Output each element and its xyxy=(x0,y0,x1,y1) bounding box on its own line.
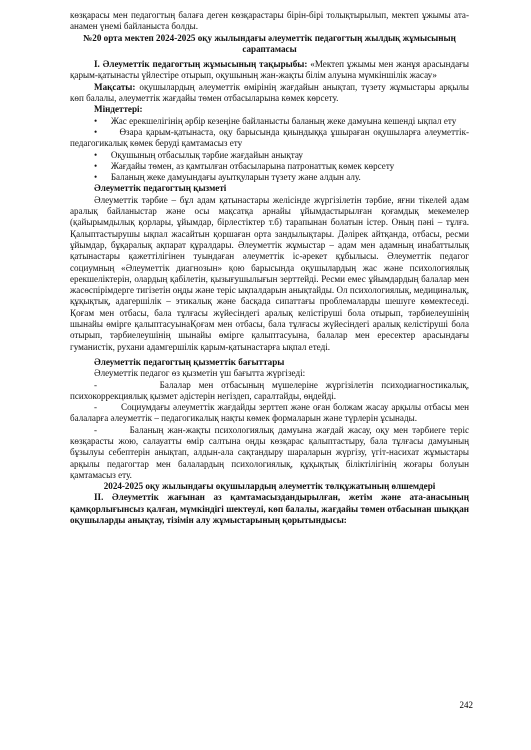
task-item: • Жас ерекшелігінің әрбір кезеңіне байланысты баланың жеке дамуына кешенді ықпал ету xyxy=(94,115,457,126)
task-item: • Оқушының отбасылық тәрбие жағдайын анықтау xyxy=(94,149,303,160)
topic-paragraph xyxy=(70,59,469,82)
goal-paragraph xyxy=(70,82,469,105)
dash-marker: - xyxy=(94,402,98,413)
dash-marker: - xyxy=(94,424,98,435)
direction-item: - Балалар мен отбасының мүшелеріне жүргізілетін психодиагностикалық, психокоррекциялық қызмет әдістерін негіздеп, саралтайды, өңдейді. xyxy=(70,379,469,401)
bullet-icon: • xyxy=(94,126,98,137)
goal-label: Мақсаты: xyxy=(94,81,136,92)
bullet-icon: • xyxy=(94,160,98,171)
dash-marker: - xyxy=(94,379,98,390)
goal-text: оқушылардың әлеуметтік өмірінің жағдайын анықтап, түзету жұмыстары арқылы көп балалы, әлеуметтік жағдайы төмен отбасыларына көмек көрсету. xyxy=(70,81,469,104)
bullet-icon: • xyxy=(94,149,98,160)
direction-item: - Социумдағы әлеуметтік жағдайды зерттеп және оған болжам жасау арқылы отбасы мен балаларға әлеуметтік – педагогикалық нақты көмек формаларын және түрлерін ұсынады. xyxy=(70,402,470,424)
task-item: • Баланың жеке дамуындағы ауытқуларын түзету және алдын алу. xyxy=(94,172,361,183)
page-number: 242 xyxy=(459,700,473,710)
directions-heading: Әлеуметтік педагогтың қызметтік бағыттары xyxy=(94,356,285,367)
topic-label: I. Әлеуметтік педагогтың жұмысының тақырыбы: xyxy=(94,59,308,70)
tasks-heading: Міндеттері: xyxy=(94,104,143,115)
bullet-icon: • xyxy=(94,172,98,183)
activity-heading: Әлеуметтік педагогтың қызметі xyxy=(94,183,227,194)
directions-intro: Әлеуметтік педагог өз қызметін үш бағытта жүргізеді: xyxy=(94,368,306,379)
task-item: • Жағдайы төмен, аз қамтылған отбасыларына патронаттық көмек көрсету xyxy=(94,160,395,171)
section2-paragraph: II. Әлеуметтік жағынан аз қамтамасыздандырылған, жетім және ата-анасының қамқорлығынсыз қалған, мүмкіндігі шектеулі, көп балалы, жағдайы төмен отбасынан шыққан оқушыларды анықтау, тізімін алу жұмыстарының қорытындысы: xyxy=(70,492,469,526)
bullet-icon: • xyxy=(94,115,98,126)
activity-paragraph: Әлеуметтік тәрбие – бұл адам қатынастары желісінде жүргізілетін тәрбие, яғни тікелей адам аралық байланыстар және осы мақсатқа арнайы ұйымдастырылған қоғамдық мекемелер (қайырымдылық қорлары, ұйымдар, бірлестіктер т.б) тарапынан болатын істер. Оның пәні – тұлға. Қалыптастырушы ықпал жасайтын қоршаған орта зандылықтары. Дәлірек айтқанда, отбасы, ресми ұйымдар, бұқаралық ақпарат құралдары. Әлеуметтік жұмыстар – адам мен адамның инабаттылық қатынастары қажеттілігінен туындаған әлеуметтік іс-әрекет құбылысы. Әлеуметтік педагог социумның «Әлеуметтік диагнозын» қою барысында оқушылардың жас және психологиялық ерекшеліктерін, олардың қабілетін, қызығушылығын зерттейді. Ресми емес ұйымдардың балалар мен жасөспірімдерге тигізетін оңды және теріс ықпалдарын анықтайды. Ол психологиялық, медициналық, құқықтық, адагершілік – этикалық және басқада сипаттағы проблемаларды шешуге көмектеседі. Қоғам мен отбасы, бала тұлғасы жүйесіндегі аралық келістіруші бола отырып, тәрбиелеушінің шынайы өмірге қалыптасуынаҚоғам мен отбасы, бала тұлғасы жүйесіндегі аралық келістіруші бола отырып, тәрбиелеушінің шынайы өмірге қалыптасуына, балалар мен ересектер арасындағы гуманистік, рухани адамгершілік қарым-қатынастарға ықпал етеді. xyxy=(70,194,469,352)
direction-item: - Баланың жан-жақты психологиялық дамуына жағдай жасау, оқу мен тәрбиеге теріс көзқарасты жою, салауатты өмір салтына оңды көзқарас қалыптастыру, бала тұлғасы дамуының бұзылуы себептерін анықтап, алдын-ала сақтандыру шараларын жүргізу, үгіт-насихат жұмыстары арқылы педагогтар мен балалардың психологиялық, құқықтық біліктілігінің жоғары болуын қамтамасыз ету. xyxy=(70,424,470,480)
topic-text: «Мектеп ұжымы мен жанұя арасындағы қарым-қатынасты үйлестіре отырып, оқушының жан-жақты білім алуына мүмкіншілік жасау» xyxy=(70,59,470,81)
document-title: №20 орта мектеп 2024-2025 оқу жылындағы әлеуметтік педагогтың жылдық жұмысының сараптамасы xyxy=(83,32,456,54)
section2-title: 2024-2025 оқу жылындағы оқушылардың әлеуметтік төлқұжатының өлшемдері xyxy=(103,481,436,492)
intro-paragraph: көзқарасы мен педагогтың балаға деген көзқарастары бірін-бірі толықтырылып, мектеп ұжымы ата-анамен үнемі байланыста болды. xyxy=(70,10,469,32)
task-item: • Өзара қарым-қатынаста, оқу барысында қиындыққа ұшыраған оқушыларға әлеуметтік-педагогикалық көмек беруді қамтамасыз ету xyxy=(70,126,470,149)
